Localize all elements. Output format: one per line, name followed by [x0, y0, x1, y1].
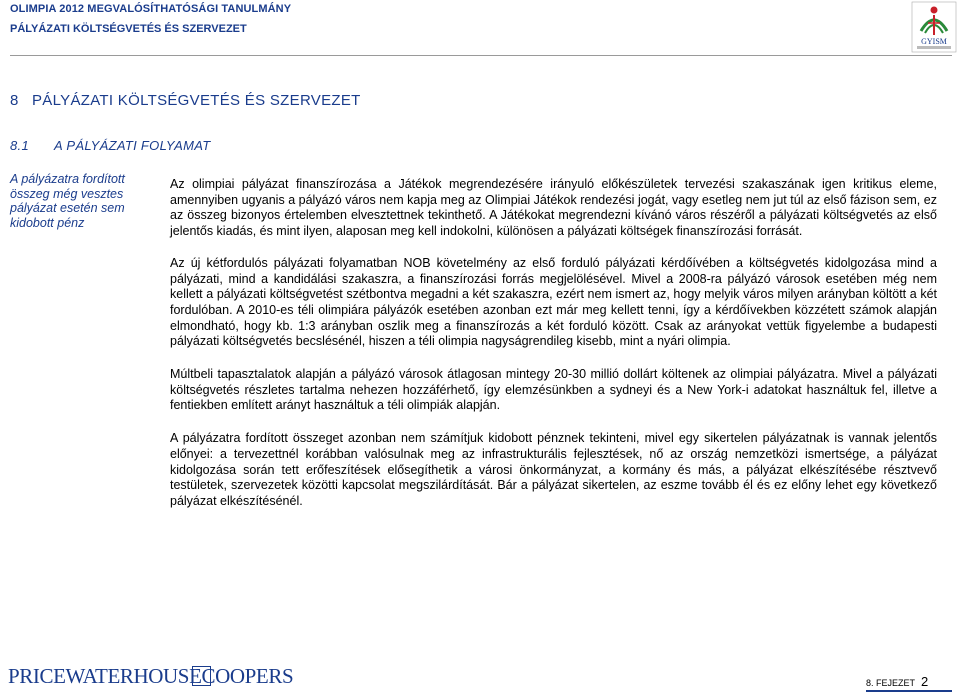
- document-title: OLIMPIA 2012 MEGVALÓSÍTHATÓSÁGI TANULMÁNY: [10, 3, 292, 15]
- margin-note: A pályázatra fordított összeg még vesztes pályázat esetén sem kidobott pénz: [10, 172, 125, 230]
- company-logo-text: PRICEWATERHOUSECOOPERS: [8, 664, 294, 688]
- gyism-emblem-icon: [911, 1, 957, 53]
- pwc-monogram-icon: [192, 666, 211, 686]
- section-title: A PÁLYÁZATI FOLYAMAT: [54, 138, 211, 153]
- section-number: 8.1: [10, 138, 29, 153]
- gyism-logo: [911, 1, 957, 53]
- paragraph: A pályázatra fordított összeget azonban nem számítjuk kidobott pénznek tekinteni, mivel egy sikertelen pályázatnak is vannak jelentős előnyei: a tervezettnél korábban valósulnak meg az infrastrukturális fejlesztések, nő az ország nemzetközi ismertsége, a pályázat kidolgozása során tett erőfeszítések elősegíthetik a városi önkormányzat, a kormány és más, a pályázat elkészítésébe résztvevő testületek, szervezetek közötti kapcsolat megszilárdítását. Bár a pályázat sikertelen, az eszme tovább él és ez előny lehet egy következő pályázat elkészítésénél.: [170, 431, 937, 508]
- pricewaterhousecoopers-logo: [8, 663, 294, 689]
- paragraph: Az olimpiai pályázat finanszírozása a Játékok megrendezésére irányuló előkészületek tervezési szakaszának igen kritikus eleme, amennyiben ugyanis a pályázó város nem kapja meg az Olimpiai Játékok rendezési jogát, vagy esetleg nem jut túl az első fázison sem, ez az összeg bizonyos értelemben elvesztettnek tekinthető. A Játékokat megrendezni kívánó város részéről a pályázati költségvetés az első jelentős kiadás, és mint ilyen, alaposan meg kell indokolni, különösen a pályázati költségek finanszírozási forrását.: [170, 177, 937, 239]
- page-footer: [866, 674, 928, 689]
- document-subtitle: PÁLYÁZATI KÖLTSÉGVETÉS ÉS SZERVEZET: [10, 23, 247, 35]
- chapter-title: PÁLYÁZATI KÖLTSÉGVETÉS ÉS SZERVEZET: [32, 92, 361, 109]
- chapter-number: 8: [10, 92, 19, 109]
- footer-chapter-label: 8. FEJEZET: [866, 678, 916, 688]
- body-text: [170, 177, 937, 527]
- page-number: 2: [921, 674, 929, 689]
- section-heading: [10, 138, 211, 153]
- paragraph: Múltbeli tapasztalatok alapján a pályázó városok átlagosan mintegy 20-30 millió dollárt költenek az olimpiai pályázatra. Mivel a pályázati költségvetés részletes tartalma nehezen hozzáférhető, így elemzésünkben a sydneyi és a New York-i adatokat használtuk fel, illetve a fentiekben említett arányt használtuk a téli olimpiák alapján.: [170, 367, 937, 413]
- page-header: [10, 3, 291, 35]
- chapter-heading: [10, 92, 361, 109]
- paragraph: Az új kétfordulós pályázati folyamatban NOB követelmény az első forduló pályázati kérdőívében a költségvetés kidolgozása mind a pályázati, mind a kandidálási szakaszra, a finanszírozási forrás megjelölésével. Mivel a 2008-ra pályázó városok esetében még nem kellett a pályázati költségvetést szétbontva megadni a két szakaszra, ezért nem ismert az, hogy melyik város milyen arányban költött a két fordulóban. A 2010-es téli olimpiára pályázók esetében azonban ezt már meg kellett tenni, így a kérdőívekben közzétett számok alapján elmondható, hogy kb. 1:3 arányban oszlik meg a finanszírozás a két forduló között. Csak az arányokat vettük figyelembe a budapesti pályázati költségvetés becslésénél, hiszen a téli olimpia nagyságrendileg kisebb, mint a nyári olimpia.: [170, 255, 937, 349]
- header-divider: [10, 55, 952, 56]
- svg-text:GYISM: GYISM: [921, 37, 947, 46]
